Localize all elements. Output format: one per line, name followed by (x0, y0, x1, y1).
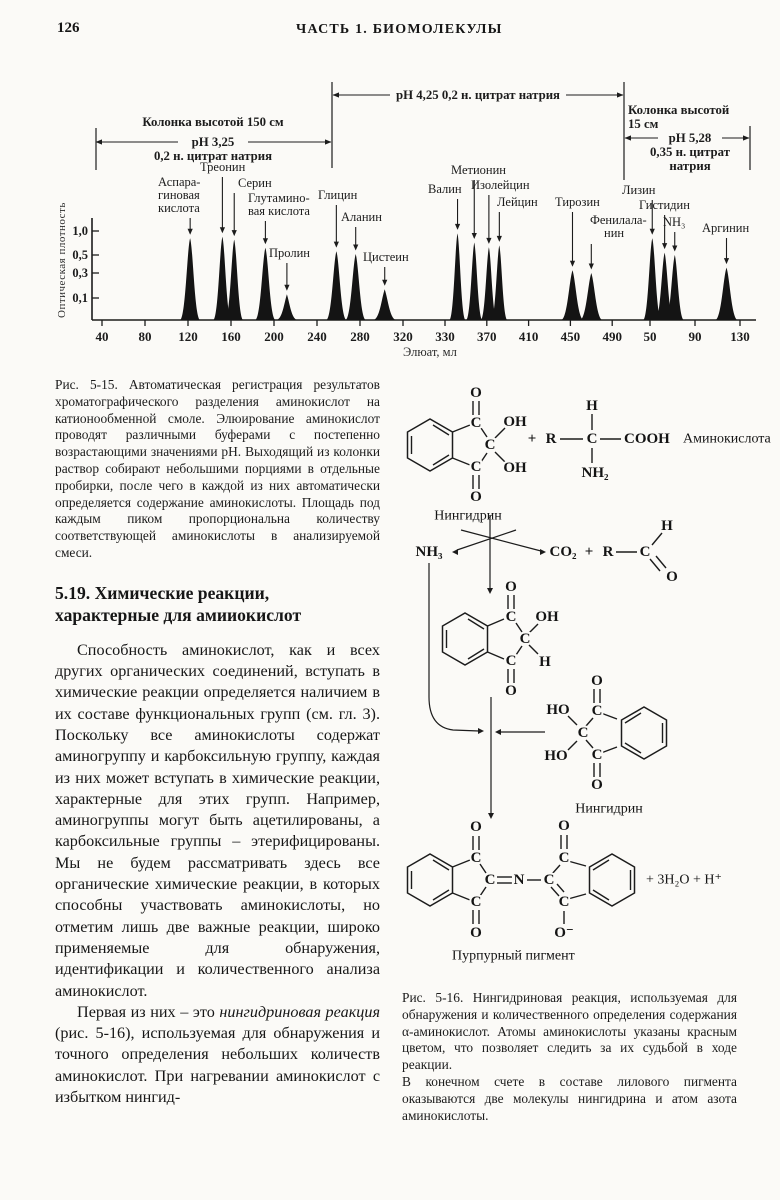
atom-label: H (539, 654, 551, 670)
bond (468, 619, 484, 629)
chromatogram-peak (374, 289, 396, 320)
atom-label: C (586, 431, 598, 447)
atom-label: C (484, 437, 496, 453)
peak-label: вая кислота (248, 204, 310, 218)
arrowhead-down (353, 245, 358, 251)
atom-label: NH₃ (415, 544, 443, 560)
y-tick-label: 0,1 (72, 291, 88, 305)
x-tick-label: 410 (518, 329, 539, 344)
bond (433, 890, 449, 900)
atom-label: C (591, 703, 603, 719)
peak-label: Лейцин (497, 195, 538, 209)
reaction-arrow (461, 530, 541, 551)
atom-label: O (470, 925, 482, 941)
arrowhead-down (486, 238, 491, 244)
chromatogram-peak (466, 243, 482, 321)
fig-5-16-caption-p2: В конечном счете в составе лилового пигмента оказываются две молекулы нингидрина и атом азота аминокислоты. (402, 1073, 737, 1123)
arrowhead-down (334, 242, 339, 248)
x-tick-label: 370 (477, 329, 497, 344)
atom-label: O (591, 777, 603, 793)
fig-5-16-caption-p1: Рис. 5-16. Нингидриновая реакция, используемая для обнаружения и количественного определения содержания α-аминокислот. Атомы аминокислоты указаны красным цветом, что позволяет следить за их судьбой в ходе реакции. (402, 990, 737, 1073)
atom-label: OH (535, 609, 559, 625)
atom-label: O (505, 683, 517, 699)
bracket-label: Колонка высотой (628, 103, 730, 117)
paragraph-2-post: (рис. 5-16), используемая для обнаружения и точного определения небольших количеств аминокислот. При нагревании аминокислот с избытком нингид- (55, 1024, 380, 1106)
structure-label: Нингидрин (575, 801, 643, 817)
bond (453, 860, 471, 867)
atom-label: + (527, 431, 537, 447)
arrowhead-left (452, 549, 458, 555)
atom-label: C (505, 653, 517, 669)
y-axis-title: Оптическая плотность (56, 202, 68, 318)
atom-label: C (543, 872, 555, 888)
arrowhead-down (263, 238, 268, 244)
chromatogram-peak (277, 294, 297, 320)
atom-label: C (577, 725, 589, 741)
x-tick-label: 280 (350, 329, 370, 344)
peak-label: гиновая (158, 188, 200, 202)
chromatogram-peak (180, 238, 200, 320)
atom-label: C (505, 609, 517, 625)
x-tick-label: 90 (688, 329, 702, 344)
benzene-ring (408, 854, 453, 906)
atom-label: CO₂ (549, 544, 577, 560)
atom-label: O⁻ (554, 925, 574, 941)
atom-label: C (470, 459, 482, 475)
bracket-label: pH 3,25 (191, 135, 235, 149)
structure-label: Пурпурный пигмент (452, 948, 575, 964)
arrowhead-right (325, 139, 332, 144)
arrowhead-right (617, 92, 624, 97)
peak-label: Лизин (622, 183, 656, 197)
ninhydrin-reaction-svg (395, 375, 777, 987)
atom-label: HO (546, 702, 570, 718)
bond (625, 743, 641, 753)
atom-label: O (470, 385, 482, 401)
atom-label: C (639, 544, 651, 560)
running-head: ЧАСТЬ 1. БИОМОЛЕКУЛЫ (296, 22, 503, 37)
chromatogram-peak (450, 233, 466, 320)
atom-label: C (470, 415, 482, 431)
peak-label: Аргинин (702, 221, 750, 235)
chromatogram-svg (50, 68, 765, 370)
x-axis-title: Элюат, мл (403, 345, 457, 359)
atom-label: COOH (624, 431, 670, 447)
x-tick-label: 50 (643, 329, 657, 344)
arrowhead-right (478, 728, 484, 734)
atom-label: + (584, 544, 594, 560)
benzene-ring (443, 613, 488, 665)
arrowhead-down (488, 813, 494, 819)
bond (557, 884, 564, 892)
bracket-label: pH 5,28 (668, 131, 712, 145)
x-tick-label: 240 (307, 329, 327, 344)
bracket-label: натрия (669, 159, 711, 173)
atom-label: HO (544, 748, 568, 764)
arrowhead-down (382, 280, 387, 286)
arrowhead-down (472, 233, 477, 239)
section-heading-line2: характерные для амииокислот (55, 604, 302, 625)
arrowhead-down (650, 229, 655, 235)
arrowhead-down (284, 285, 289, 291)
bond (650, 559, 660, 571)
x-tick-label: 40 (95, 329, 109, 344)
arrowhead-down (672, 246, 677, 252)
x-tick-label: 450 (560, 329, 581, 344)
atom-label: NH₂ (581, 465, 609, 481)
reaction-arrow (429, 563, 479, 731)
peak-label: Тирозин (555, 195, 600, 209)
peak-label: Глутамино- (248, 191, 310, 205)
bond (568, 741, 577, 750)
bond (488, 652, 505, 659)
x-tick-label: 120 (178, 329, 198, 344)
x-tick-label: 80 (138, 329, 152, 344)
peak-label: Серин (238, 176, 272, 190)
bond (453, 425, 471, 432)
x-tick-label: 330 (435, 329, 455, 344)
atom-label: C (484, 872, 496, 888)
peak-label: Метионин (451, 163, 506, 177)
arrowhead-left (333, 92, 340, 97)
arrowhead-left (625, 135, 632, 140)
ninhydrin-reaction-term: нингидриновая реакция (219, 1002, 380, 1021)
atom-label: R (545, 431, 557, 447)
x-tick-label: 320 (393, 329, 413, 344)
bond (568, 861, 586, 866)
arrowhead-right (743, 135, 750, 140)
atom-label: N (513, 872, 525, 888)
arrowhead-down (232, 230, 237, 236)
peak-label: Цистеин (363, 250, 409, 264)
bracket-label: 0,2 н. цитрат натрия (153, 149, 273, 163)
bond (593, 890, 609, 900)
atom-label: C (470, 850, 482, 866)
bond (453, 458, 471, 465)
reaction-arrow (457, 530, 516, 550)
peak-label: Гистидин (639, 198, 690, 212)
arrowhead-down (220, 227, 225, 233)
fig-5-15-chart (50, 68, 765, 370)
atom-label: OH (503, 460, 527, 476)
peak-label: нин (604, 226, 625, 240)
atom-label: H (586, 398, 598, 414)
arrowhead-right (540, 549, 546, 555)
chromatogram-peak (716, 268, 738, 320)
atom-label: R (602, 544, 614, 560)
chromatogram-peak (643, 238, 661, 320)
bond (433, 455, 449, 465)
bracket-label: 15 см (628, 117, 659, 131)
atom-label: C (470, 894, 482, 910)
bond (433, 860, 449, 870)
atom-label: C (558, 894, 570, 910)
chromatogram-peak (326, 251, 346, 320)
bond (601, 747, 617, 753)
peak-label: Фенилала- (590, 213, 647, 227)
bond (568, 894, 586, 899)
bond (656, 556, 666, 568)
atom-label: C (558, 850, 570, 866)
structure-label: + 3H₂O + H⁺ (646, 872, 722, 888)
structure-label: Аминокислота (683, 431, 771, 447)
atom-label: O (470, 819, 482, 835)
atom-label: O (666, 569, 678, 585)
y-tick-label: 0,5 (72, 248, 88, 262)
atom-label: O (470, 489, 482, 505)
bond (593, 860, 609, 870)
chromatogram-peak (562, 270, 584, 320)
bond (488, 619, 505, 626)
structure-label: Нингидрин (434, 508, 502, 524)
atom-label: O (591, 673, 603, 689)
atom-label: O (505, 579, 517, 595)
benzene-ring (408, 419, 453, 471)
atom-label: OH (503, 414, 527, 430)
peak-label: NH₃ (663, 215, 686, 229)
peak-label: Изолейцин (471, 178, 530, 192)
bond (481, 453, 487, 462)
bracket-label: pH 4,25 0,2 н. цитрат натрия (396, 88, 560, 102)
peak-label: Треонин (200, 160, 246, 174)
x-tick-label: 200 (264, 329, 284, 344)
arrowhead-down (589, 264, 594, 270)
x-tick-label: 490 (602, 329, 622, 344)
bond (433, 425, 449, 435)
y-tick-label: 1,0 (72, 224, 88, 238)
chromatogram-peak (580, 273, 602, 320)
page-number: 126 (57, 20, 80, 36)
bond (516, 646, 522, 655)
left-column (55, 377, 380, 1108)
arrowhead-down (497, 236, 502, 242)
bond (453, 893, 471, 900)
arrowhead-down (487, 588, 493, 594)
x-tick-label: 130 (730, 329, 750, 344)
fig-5-16-diagram (395, 375, 777, 987)
peak-label: Валин (428, 182, 462, 196)
atom-label: C (591, 747, 603, 763)
atom-label: H (661, 518, 673, 534)
atom-label: C (519, 631, 531, 647)
paragraph-2-pre: Первая из них – это (77, 1002, 220, 1021)
x-tick-label: 160 (221, 329, 241, 344)
bracket-label: 0,35 н. цитрат (649, 145, 731, 159)
bracket-label: Колонка высотой 150 см (142, 115, 284, 129)
arrowhead-left (495, 729, 501, 735)
fig-5-16-caption (402, 990, 737, 1124)
bond (481, 428, 487, 437)
arrowhead-down (188, 229, 193, 235)
peak-label: Аспара- (158, 175, 201, 189)
bond (625, 713, 641, 723)
section-heading-line1: 5.19. Химические реакции, (55, 582, 270, 603)
peak-label: Глицин (318, 188, 358, 202)
arrowhead-down (455, 224, 460, 230)
bond (468, 649, 484, 659)
section-heading (55, 582, 380, 626)
atom-label: O (558, 818, 570, 834)
benzene-ring (622, 707, 667, 759)
bond (652, 533, 662, 545)
paragraph-1: Способность аминокислот, как и всех других органических соединений, вступать в химические реакции определяется наличием в их составе функциональных групп (см. гл. 3). Поскольку все аминокислоты содержат аминогруппу и карбоксильную группу, каждая из них может вступать в химические реакции, характерные для этих групп. Например, аминогруппы могут быть ацетилированы, а карбоксильные группы – этерифицированы. Мы не будем рассматривать здесь все органические химические реакции, в которых способны участвовать аминокислоты, но отметим лишь две важные реакции, широко применяемые для обнаружения, идентификации и количественного анализа аминокислот. (55, 640, 380, 1000)
paragraph-2 (55, 1002, 380, 1108)
fig-5-15-caption: Рис. 5-15. Автоматическая регистрация результатов хроматографического разделения аминокислот на катионообменной смоле. Элюирование аминокислот проводят различными буферами с постепенно возрастающими значениями pH. Выходящий из колонки раствор собирают небольшими порциями в отдельные пробирки, после чего в каждой из них автоматически определяется содержание аминокислоты. Площадь под каждым пиком пропорциональна количеству соответствующей аминокислоты в анализируемой смеси. (55, 377, 380, 560)
arrowhead-down (570, 261, 575, 267)
peak-label: Пролин (269, 246, 310, 260)
y-tick-label: 0,3 (72, 266, 88, 280)
bond (601, 713, 617, 719)
peak-label: кислота (158, 201, 200, 215)
arrowhead-down (662, 243, 667, 249)
benzene-ring (590, 854, 635, 906)
peak-label: Аланин (341, 210, 382, 224)
arrowhead-down (724, 258, 729, 264)
